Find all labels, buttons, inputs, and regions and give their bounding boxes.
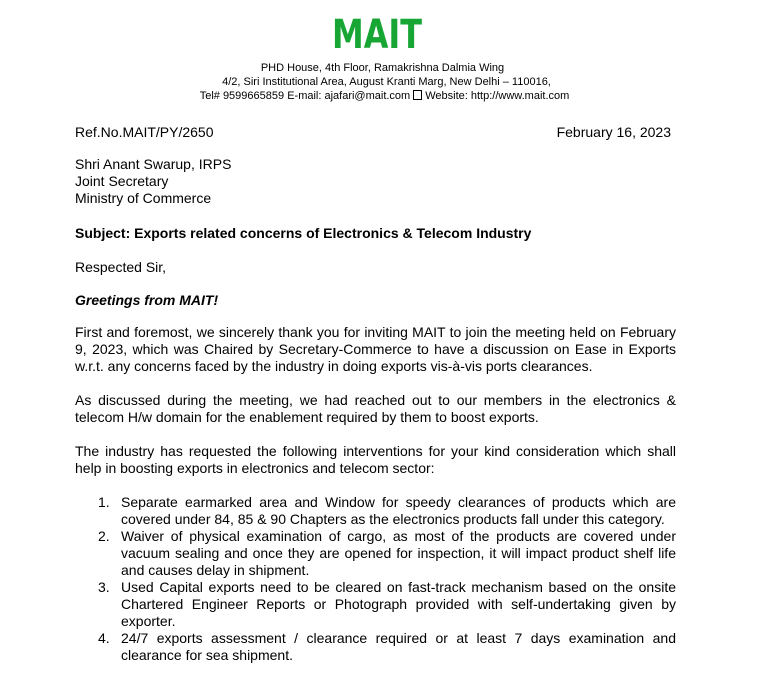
email: E-mail: ajafari@mait.com [287, 90, 411, 102]
website: Website: http://www.mait.com [425, 90, 570, 102]
paragraph: First and foremost, we sincerely thank you for inviting MAIT to join the meeting held on February 9, 2023, which was Chaired by Secretary-Commerce to have a discussion on Ease in Exports w.r.t. any concerns faced by the industry in doing exports vis-à-vis ports clearances. [75, 324, 676, 374]
greeting: Greetings from MAIT! [75, 292, 219, 308]
addressee-ministry: Ministry of Commerce [75, 190, 212, 206]
list-text: Separate earmarked area and Window for speedy clearances of products which are covered under 84, 85 & 90 Chapters as the electronics products fall under this category. [121, 494, 676, 527]
list-item [75, 579, 676, 630]
list-item [75, 630, 676, 664]
telephone: Tel# 9599665859 [199, 90, 285, 102]
mait-logo [0, 12, 753, 58]
list-text: Used Capital exports need to be cleared on fast-track mechanism based on the onsite Chartered Engineer Reports or Photograph provided with self-undertaking given by exporter. [121, 579, 676, 629]
list-number: 4. [98, 630, 110, 646]
addressee-designation: Joint Secretary [75, 173, 169, 189]
logo-wordmark: MAIT [331, 12, 423, 58]
list-item [75, 528, 676, 579]
subject-line: Subject: Exports related concerns of Electronics & Telecom Industry [75, 225, 532, 241]
interventions-list [75, 494, 676, 664]
contact-line [8, 89, 761, 103]
list-item [75, 494, 676, 528]
list-number: 2. [98, 528, 110, 544]
letter-date: February 16, 2023 [556, 124, 671, 140]
list-text: 24/7 exports assessment / clearance required or at least 7 days examination and clearance for sea shipment. [121, 630, 676, 663]
address-line-1: PHD House, 4th Floor, Ramakrishna Dalmia Wing [260, 62, 505, 74]
list-text: Waiver of physical examination of cargo, as most of the products are covered under vacuum sealing and once they are opened for inspection, it will impact product shelf life and causes delay in shipment. [121, 528, 676, 578]
paragraph: As discussed during the meeting, we had reached out to our members in the electronics & telecom H/w domain for the enablement required by them to boost exports. [75, 392, 676, 425]
paragraph: The industry has requested the following interventions for your kind consideration which shall help in boosting exports in electronics and telecom sector: [75, 443, 676, 476]
addressee-block [75, 156, 676, 207]
list-number: 1. [98, 494, 110, 510]
mait-logo-graphic [327, 12, 427, 58]
address-line-2: 4/2, Siri Institutional Area, August Kranti Marg, New Delhi – 110016, [222, 76, 551, 88]
addressee-name: Shri Anant Swarup, IRPS [75, 156, 232, 172]
list-number: 3. [98, 579, 110, 595]
salutation: Respected Sir, [75, 259, 167, 275]
reference-number: Ref.No.MAIT/PY/2650 [75, 124, 214, 140]
separator-box-icon [413, 90, 422, 100]
